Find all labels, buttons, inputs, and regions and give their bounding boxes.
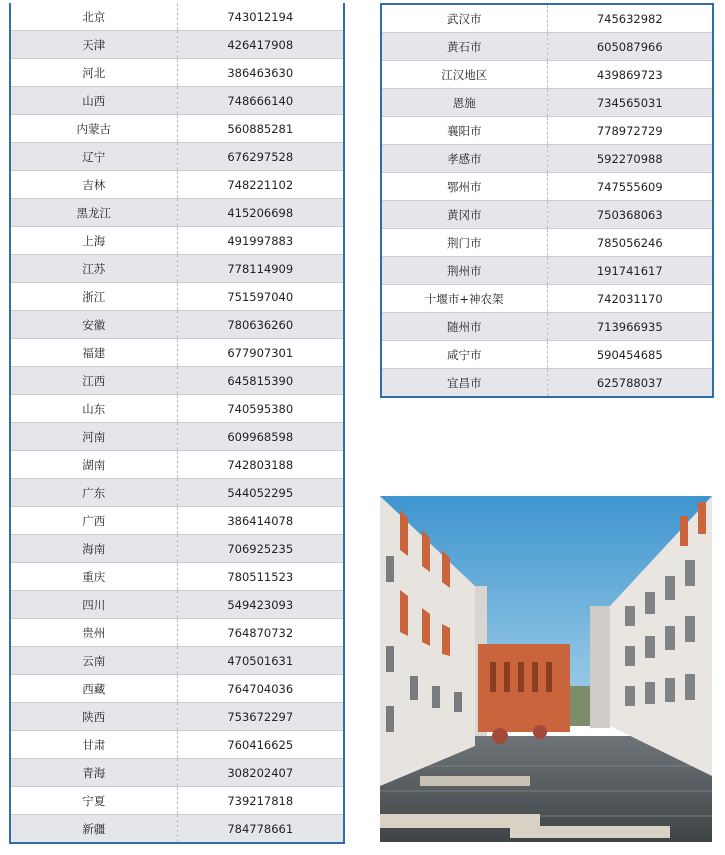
phone-number: 748221102 <box>177 171 344 199</box>
phone-number: 549423093 <box>177 591 344 619</box>
table-row <box>10 115 344 143</box>
table-row <box>10 703 344 731</box>
phone-number: 747555609 <box>547 173 713 201</box>
table-row <box>10 535 344 563</box>
table-row <box>10 647 344 675</box>
table-row <box>10 227 344 255</box>
region-name: 江汉地区 <box>381 61 547 89</box>
phone-number: 544052295 <box>177 479 344 507</box>
table-row <box>10 395 344 423</box>
table-row <box>10 619 344 647</box>
region-name: 广东 <box>10 479 177 507</box>
phone-number: 745632982 <box>547 4 713 33</box>
phone-number: 778114909 <box>177 255 344 283</box>
region-name: 云南 <box>10 647 177 675</box>
region-name: 内蒙古 <box>10 115 177 143</box>
phone-number: 191741617 <box>547 257 713 285</box>
table-row <box>381 341 713 369</box>
phone-number: 592270988 <box>547 145 713 173</box>
region-name: 辽宁 <box>10 143 177 171</box>
table-row <box>381 33 713 61</box>
phone-number: 386463630 <box>177 59 344 87</box>
table-row <box>381 117 713 145</box>
phone-number: 764870732 <box>177 619 344 647</box>
table-row <box>381 369 713 398</box>
table-row <box>10 591 344 619</box>
region-name: 四川 <box>10 591 177 619</box>
table-row <box>381 4 713 33</box>
region-name: 安徽 <box>10 311 177 339</box>
phone-number: 743012194 <box>177 3 344 31</box>
table-row <box>10 199 344 227</box>
region-name: 山东 <box>10 395 177 423</box>
region-name: 海南 <box>10 535 177 563</box>
table-row <box>10 731 344 759</box>
table-row <box>10 171 344 199</box>
phone-number: 764704036 <box>177 675 344 703</box>
phone-number: 753672297 <box>177 703 344 731</box>
table-row <box>10 759 344 787</box>
phone-number: 713966935 <box>547 313 713 341</box>
region-name: 襄阳市 <box>381 117 547 145</box>
table-row <box>10 59 344 87</box>
table-row <box>10 815 344 844</box>
table-row <box>10 563 344 591</box>
region-name: 黑龙江 <box>10 199 177 227</box>
phone-number: 742803188 <box>177 451 344 479</box>
phone-number: 605087966 <box>547 33 713 61</box>
table-row <box>10 423 344 451</box>
phone-number: 706925235 <box>177 535 344 563</box>
region-name: 北京 <box>10 3 177 31</box>
phone-number: 590454685 <box>547 341 713 369</box>
region-name: 湖南 <box>10 451 177 479</box>
phone-number: 760416625 <box>177 731 344 759</box>
phone-number: 780511523 <box>177 563 344 591</box>
table-row <box>10 87 344 115</box>
phone-number: 780636260 <box>177 311 344 339</box>
region-name: 广西 <box>10 507 177 535</box>
region-name: 黄石市 <box>381 33 547 61</box>
region-name: 陕西 <box>10 703 177 731</box>
region-name: 西藏 <box>10 675 177 703</box>
table-row <box>10 479 344 507</box>
phone-number: 426417908 <box>177 31 344 59</box>
phone-number: 625788037 <box>547 369 713 398</box>
phone-number: 784778661 <box>177 815 344 844</box>
table-row <box>381 89 713 117</box>
phone-number: 785056246 <box>547 229 713 257</box>
region-name: 江西 <box>10 367 177 395</box>
phone-number: 491997883 <box>177 227 344 255</box>
phone-number: 750368063 <box>547 201 713 229</box>
table-row <box>10 451 344 479</box>
phone-number: 439869723 <box>547 61 713 89</box>
phone-number: 677907301 <box>177 339 344 367</box>
region-name: 咸宁市 <box>381 341 547 369</box>
phone-number: 386414078 <box>177 507 344 535</box>
region-name: 甘肃 <box>10 731 177 759</box>
region-name: 河北 <box>10 59 177 87</box>
table-row <box>10 255 344 283</box>
phone-number: 734565031 <box>547 89 713 117</box>
phone-number: 740595380 <box>177 395 344 423</box>
phone-number: 751597040 <box>177 283 344 311</box>
table-row <box>381 145 713 173</box>
campus-photo-image <box>380 496 712 842</box>
region-name: 黄冈市 <box>381 201 547 229</box>
table-row <box>381 173 713 201</box>
phone-number: 739217818 <box>177 787 344 815</box>
table-row <box>381 313 713 341</box>
table-row <box>381 201 713 229</box>
city-phone-table <box>380 3 714 398</box>
region-name: 随州市 <box>381 313 547 341</box>
phone-number: 470501631 <box>177 647 344 675</box>
region-name: 山西 <box>10 87 177 115</box>
phone-number: 645815390 <box>177 367 344 395</box>
phone-number: 778972729 <box>547 117 713 145</box>
region-name: 荆州市 <box>381 257 547 285</box>
region-name: 鄂州市 <box>381 173 547 201</box>
region-name: 吉林 <box>10 171 177 199</box>
table-row <box>10 143 344 171</box>
region-name: 十堰市+神农架 <box>381 285 547 313</box>
table-row <box>10 675 344 703</box>
phone-number: 742031170 <box>547 285 713 313</box>
phone-number: 676297528 <box>177 143 344 171</box>
region-name: 荆门市 <box>381 229 547 257</box>
table-row <box>10 311 344 339</box>
region-name: 青海 <box>10 759 177 787</box>
table-row <box>381 229 713 257</box>
table-row <box>10 507 344 535</box>
campus-building-photo <box>380 496 712 842</box>
region-name: 孝感市 <box>381 145 547 173</box>
region-name: 重庆 <box>10 563 177 591</box>
region-name: 江苏 <box>10 255 177 283</box>
table-row <box>381 257 713 285</box>
region-name: 浙江 <box>10 283 177 311</box>
table-row <box>381 61 713 89</box>
region-name: 宁夏 <box>10 787 177 815</box>
table-row <box>10 283 344 311</box>
region-name: 贵州 <box>10 619 177 647</box>
table-row <box>10 31 344 59</box>
region-name: 天津 <box>10 31 177 59</box>
region-name: 上海 <box>10 227 177 255</box>
region-name: 新疆 <box>10 815 177 844</box>
table-row <box>381 285 713 313</box>
region-name: 宜昌市 <box>381 369 547 398</box>
table-row <box>10 367 344 395</box>
phone-number: 308202407 <box>177 759 344 787</box>
region-name: 福建 <box>10 339 177 367</box>
region-name: 恩施 <box>381 89 547 117</box>
phone-number: 560885281 <box>177 115 344 143</box>
region-name: 河南 <box>10 423 177 451</box>
region-name: 武汉市 <box>381 4 547 33</box>
table-row <box>10 339 344 367</box>
table-row <box>10 3 344 31</box>
table-row <box>10 787 344 815</box>
phone-number: 748666140 <box>177 87 344 115</box>
phone-number: 609968598 <box>177 423 344 451</box>
phone-number: 415206698 <box>177 199 344 227</box>
province-phone-table <box>9 3 345 844</box>
